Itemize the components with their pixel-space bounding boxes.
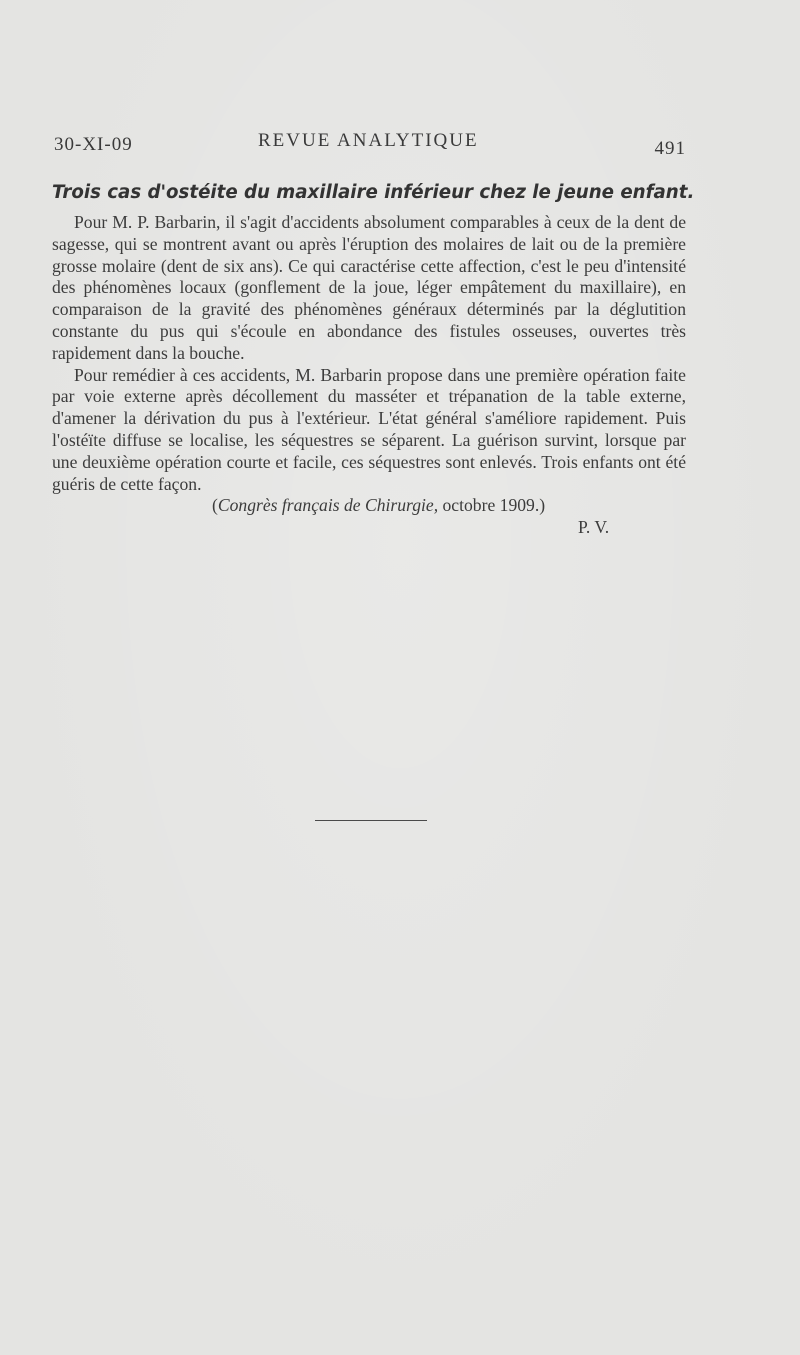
section-divider: [315, 820, 427, 821]
article-paragraph-1: Pour M. P. Barbarin, il s'agit d'accidents absolument comparables à ceux de la dent de sagesse, qui se montrent avant ou après l'éruption des molaires de lait ou de la première grosse molaire (dent de six ans). Ce qui caractérise cette affection, c'est le peu d'intensité des phénomènes locaux (gonflement de la joue, léger empâtement du maxillaire), en comparaison de la gravité des phénomènes généraux déterminés par la déglutition constante du pus qui s'écoule en abondance des fistules osseuses, ouvertes très rapidement dans la bouche.: [52, 212, 686, 363]
article-citation: [52, 495, 686, 517]
header-date: 30-XI-09: [54, 134, 133, 155]
header-running-title: REVUE ANALYTIQUE: [258, 130, 479, 151]
article-paragraph-2: Pour remédier à ces accidents, M. Barbarin propose dans une première opération faite par voie externe après décollement du masséter et trépanation de la table externe, d'amener la dérivation du pus à l'extérieur. L'état général s'améliore rapidement. Puis l'ostéïte diffuse se localise, les séquestres se séparent. La guérison survint, lorsque par une deuxième opération courte et facile, ces séquestres sont enlevés. Trois enfants ont été guéris de cette façon.: [52, 364, 686, 494]
running-header: [54, 128, 686, 159]
article-body: [52, 212, 686, 539]
header-page-number: 491: [654, 138, 686, 159]
article-signature: P. V.: [578, 517, 610, 538]
citation-open: (: [212, 495, 218, 516]
citation-date: octobre 1909.): [438, 495, 546, 516]
article-title: Trois cas d'ostéite du maxillaire inférieur chez le jeune enfant.: [52, 182, 695, 203]
article: [52, 180, 695, 539]
citation-journal: Congrès français de Chirurgie,: [217, 495, 439, 516]
